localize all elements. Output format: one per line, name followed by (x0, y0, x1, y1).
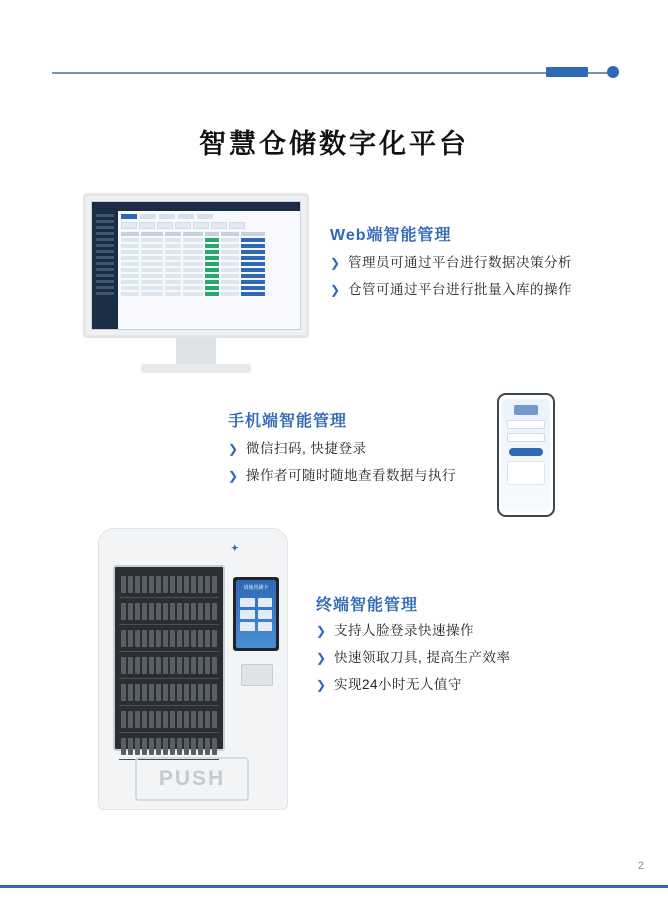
dashboard-tabs (121, 214, 297, 219)
list-item-label: 实现24小时无人值守 (334, 677, 463, 692)
section-bullets-terminal (316, 622, 616, 703)
chevron-right-icon: ❯ (228, 442, 239, 456)
monitor-screen (91, 201, 301, 330)
touch-panel-title: 请使用刷卡 (243, 585, 269, 591)
vending-machine-illustration (98, 528, 288, 810)
tool-shelf (119, 625, 219, 652)
dashboard-body (92, 211, 300, 329)
chevron-right-icon: ❯ (330, 283, 341, 297)
dashboard-table (121, 232, 297, 296)
list-item (228, 467, 498, 485)
monitor-stand-base (141, 364, 251, 373)
tool-shelf (119, 652, 219, 679)
tool-shelf (119, 733, 219, 760)
tool-shelf (119, 706, 219, 733)
list-item (316, 676, 616, 694)
dashboard-filters (121, 222, 297, 229)
chevron-right-icon: ❯ (316, 651, 327, 665)
push-door-label: PUSH (135, 757, 249, 801)
phone-login-button (509, 448, 543, 456)
chevron-right-icon: ❯ (316, 678, 327, 692)
touch-panel-keys (240, 598, 272, 631)
list-item-label: 仓管可通过平台进行批量入库的操作 (348, 282, 572, 297)
list-item-label: 支持人脸登录快速操作 (334, 623, 474, 638)
list-item-label: 快速领取刀具, 提高生产效率 (334, 650, 511, 665)
section-bullets-mobile (228, 440, 498, 494)
phone-app-logo (514, 405, 538, 415)
chevron-right-icon: ❯ (330, 256, 341, 270)
section-heading-terminal: 终端智能管理 (316, 597, 419, 614)
dashboard-main (118, 211, 300, 329)
list-item-label: 操作者可随时随地查看数据与执行 (246, 468, 456, 483)
vending-machine-logo: ✦ (231, 543, 239, 553)
header-rule-dot (607, 66, 619, 78)
list-item (330, 254, 620, 272)
desktop-monitor-illustration (83, 193, 309, 338)
list-item-label: 管理员可通过平台进行数据决策分析 (348, 255, 572, 270)
page-number: 2 (637, 860, 644, 872)
chevron-right-icon: ❯ (316, 624, 327, 638)
page-title: 智慧仓储数字化平台 (199, 129, 469, 159)
touch-panel-screen (236, 580, 276, 648)
phone-screen (502, 399, 550, 511)
list-item (316, 622, 616, 640)
section-heading-web: Web端智能管理 (330, 227, 452, 244)
phone-input-field (507, 420, 545, 429)
list-item (316, 649, 616, 667)
phone-input-field (507, 433, 545, 442)
header-rule-accent-bar (546, 67, 588, 77)
card-reader-slot (241, 664, 273, 686)
tool-shelf (119, 598, 219, 625)
tool-shelf (119, 571, 219, 598)
section-bullets-web (330, 254, 620, 308)
dashboard-sidebar (92, 211, 118, 329)
mobile-phone-illustration (497, 393, 555, 517)
chevron-right-icon: ❯ (228, 469, 239, 483)
dashboard-topbar (92, 202, 300, 211)
vending-machine-touch-panel (233, 577, 279, 651)
tool-shelf (119, 679, 219, 706)
list-item (330, 281, 620, 299)
footer-rule (0, 885, 668, 888)
list-item (228, 440, 498, 458)
header-rule (52, 72, 616, 74)
monitor-stand-neck (176, 338, 216, 364)
vending-machine-glass-door (113, 565, 225, 751)
section-heading-mobile: 手机端智能管理 (228, 413, 348, 430)
phone-content-card (507, 461, 545, 485)
list-item-label: 微信扫码, 快捷登录 (246, 441, 367, 456)
